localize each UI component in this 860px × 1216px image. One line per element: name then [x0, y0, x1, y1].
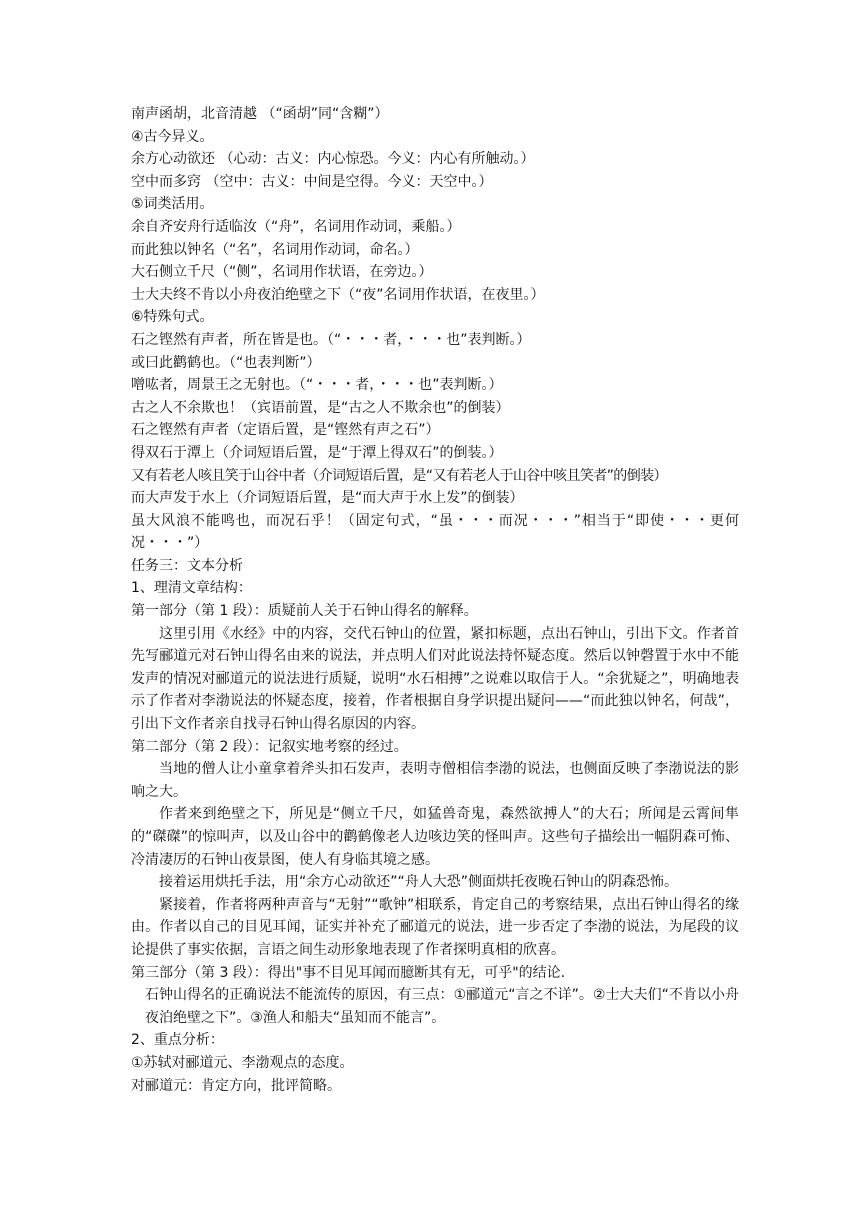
- text-line: 而此独以钟名（“名”，名词用作动词，命名。）: [131, 241, 419, 258]
- text-line: 余自齐安舟行适临汝（“舟”，名词用作动词，乘船。）: [131, 218, 461, 235]
- part-heading: 第二部分（第 2 段）：记叙实地考察的经过。: [131, 738, 408, 755]
- text-line: ①苏轼对郦道元、李渤观点的态度。: [131, 1054, 354, 1071]
- analysis-paragraph: 石钟山得名的正确说法不能流传的原因，有三点：①郦道元“言之不详”。②士大夫们“不肯以小舟夜泊绝壁之下”。③渔人和船夫“虽知而不能言”。: [145, 987, 739, 1026]
- analysis-paragraph: 紧接着，作者将两种声音与“无射”“歌钟”相联系，肯定自己的考察结果，点出石钟山得名的缘由。作者以自己的目见耳闻，证实并补充了郦道元的说法，进一步否定了李渤的说法，为尾段的议论提供了事实依据，言语之间生动形象地表现了作者探明真相的欣喜。: [131, 896, 739, 958]
- analysis-paragraph: 作者来到绝壁之下，所见是“侧立千尺，如猛兽奇鬼，森然欲搏人”的大石；所闻是云霄间隼的“磔磔”的惊叫声，以及山谷中的鹳鹤像老人边咳边笑的怪叫声。这些句子描绘出一幅阴森可怖、冷清凄厉的石钟山夜景图，使人有身临其境之感。: [131, 806, 739, 868]
- section-heading: ⑥特殊句式。: [131, 309, 214, 326]
- section-heading: ④古今异义。: [131, 128, 214, 145]
- text-line: 或曰此鹳鹤也。（“也表判断”）: [131, 354, 321, 371]
- text-line: 噌吰者，周景王之无射也。（“・・・者，・・・也”表判断。）: [131, 377, 503, 394]
- text-line: 石之铿然有声者（定语后置，是“铿然有声之石”）: [131, 422, 440, 439]
- task-heading: 任务三：文本分析: [131, 557, 243, 574]
- analysis-paragraph: 接着运用烘托手法，用“余方心动欲还”“舟人大恐”侧面烘托夜晚石钟山的阴森恐怖。: [159, 874, 679, 891]
- subsection-heading: 1、理清文章结构：: [131, 580, 252, 597]
- text-line: 对郦道元：肯定方向，批评简略。: [131, 1077, 341, 1094]
- analysis-paragraph: 当地的僧人让小童拿着斧头扣石发声，表明寺僧相信李渤的说法，也侧面反映了李渤说法的影响之大。: [131, 761, 739, 800]
- analysis-paragraph: 这里引用《水经》中的内容，交代石钟山的位置，紧扣标题，点出石钟山，引出下文。作者首先写郦道元对石钟山得名由来的说法，并点明人们对此说法持怀疑态度。然后以钟磬置于水中不能发声的情况对郦道元的说法进行质疑，说明“水石相搏”之说难以取信于人。“余犹疑之”，明确地表示了作者对李渤说法的怀疑态度，接着，作者根据自身学识提出疑问——“而此独以钟名，何哉”，引出下文作者亲自找寻石钟山得名原因的内容。: [131, 625, 739, 733]
- text-line: 又有若老人咳且笑于山谷中者（介词短语后置，是“又有若老人于山谷中咳且笑者”的倒装）: [131, 467, 667, 484]
- text-line: 余方心动欲还 （心动：古义：内心惊恐。今义：内心有所触动。）: [131, 151, 535, 168]
- text-line: 士大夫终不肯以小舟夜泊绝壁之下（“夜”名词用作状语，在夜里。）: [131, 286, 545, 303]
- text-line: 空中而多窍 （空中：古义：中间是空得。今义：天空中。）: [131, 173, 493, 190]
- document-page: [131, 103, 739, 1097]
- text-line: 而大声发于水上（介词短语后置，是“而大声于水上发”的倒装）: [131, 490, 524, 507]
- part-heading: 第三部分（第 3 段）：得出"事不目见耳闻而臆断其有无，可乎"的结论.: [131, 964, 566, 981]
- text-paragraph: 虽大风浪不能鸣也，而况石乎！（固定句式，“虽・・・而况・・・”相当于“即使・・・更何况・・・”）: [131, 512, 739, 552]
- text-line: 得双石于潭上（介词短语后置，是“于潭上得双石”的倒装。）: [131, 444, 503, 461]
- text-line: 南声函胡，北音清越 （“函胡”同“含糊”）: [131, 106, 389, 122]
- text-line: 古之人不余欺也！（宾语前置，是“古之人不欺余也”的倒装）: [131, 399, 510, 416]
- section-heading: ⑤词类活用。: [131, 196, 214, 213]
- part-heading: 第一部分（第 1 段）：质疑前人关于石钟山得名的解释。: [131, 603, 478, 620]
- subsection-heading: 2、重点分析：: [131, 1032, 224, 1049]
- text-line: 大石侧立千尺（“侧”，名词用作状语，在旁边。）: [131, 264, 433, 281]
- text-line: 石之铿然有声者，所在皆是也。（“・・・者，・・・也”表判断。）: [131, 331, 531, 348]
